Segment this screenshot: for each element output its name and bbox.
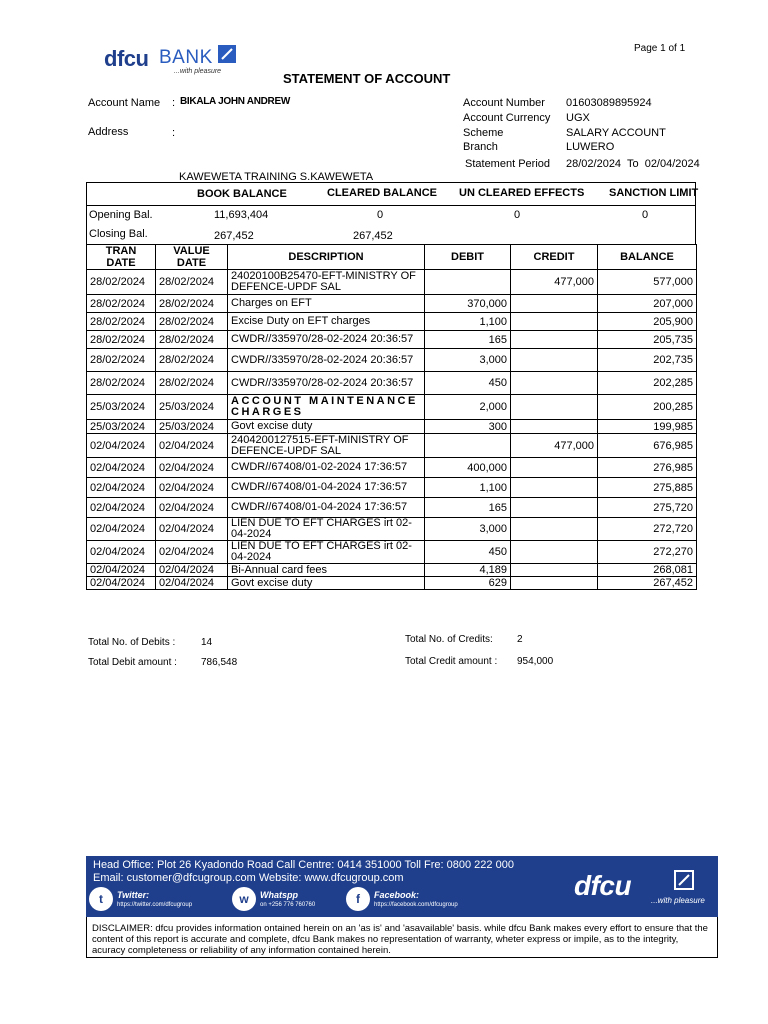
transactions-table — [86, 244, 697, 590]
cell-description: CWDR//67408/01-02-2024 17:36:57 — [228, 458, 425, 478]
cell-debit: 3,000 — [425, 518, 511, 541]
cell-description: 2404200127515-EFT-MINISTRY OF DEFENCE-UPDF SAL — [228, 434, 425, 458]
footer-logo-mark-icon — [674, 870, 694, 890]
address-value: KAWEWETA TRAINING S.KAWEWETA — [179, 171, 374, 183]
twitter-link[interactable] — [89, 887, 229, 913]
account-number-label: Account Number — [463, 97, 545, 109]
twitter-icon: t — [89, 887, 113, 911]
cell-balance: 268,081 — [598, 564, 697, 577]
cell-tran-date: 28/02/2024 — [87, 313, 156, 331]
cell-balance: 199,985 — [598, 420, 697, 434]
cleared-balance-header: CLEARED BALANCE — [327, 187, 437, 199]
cell-balance: 676,985 — [598, 434, 697, 458]
address-label: Address — [88, 126, 129, 138]
col-balance: BALANCE — [598, 245, 697, 270]
col-tran-date: TRAN DATE — [87, 245, 156, 270]
cell-debit: 1,100 — [425, 313, 511, 331]
cell-credit — [511, 498, 598, 518]
cell-credit: 477,000 — [511, 434, 598, 458]
cell-description: Govt excise duty — [228, 577, 425, 590]
cell-balance: 272,270 — [598, 541, 697, 564]
page-title: STATEMENT OF ACCOUNT — [283, 71, 451, 86]
disclaimer: DISCLAIMER: dfcu provides information ontained herein on an 'as is' and 'asavailable' basis. while dfcu Bank makes every effort to ensure that the content of this report is accurate and complete, dfcu Bank makes no representation of warranty, wheter express or impile, as to the integrity, acuracy completeness or reliability of any information contained herein. — [86, 917, 718, 958]
total-credit-amount: 954,000 — [517, 656, 554, 667]
scheme-value: SALARY ACCOUNT — [566, 127, 666, 139]
logo-tagline: ...with pleasure — [174, 68, 222, 75]
cell-debit: 300 — [425, 420, 511, 434]
sanction-limit-header: SANCTION LIMIT — [609, 187, 699, 199]
cell-debit — [425, 270, 511, 295]
facebook-link[interactable] — [346, 887, 486, 913]
cell-debit: 450 — [425, 541, 511, 564]
cell-tran-date: 02/04/2024 — [87, 518, 156, 541]
cell-value-date: 02/04/2024 — [156, 564, 228, 577]
cell-tran-date: 25/03/2024 — [87, 395, 156, 420]
cell-value-date: 25/03/2024 — [156, 395, 228, 420]
uncleared-effects-header: UN CLEARED EFFECTS — [459, 187, 585, 199]
cell-credit — [511, 541, 598, 564]
page-number: Page 1 of 1 — [634, 43, 686, 54]
cell-credit — [511, 564, 598, 577]
footer-logo: dfcu — [574, 870, 632, 901]
branch-value: LUWERO — [566, 141, 615, 153]
cell-balance: 276,985 — [598, 458, 697, 478]
account-name-sep: : — [172, 97, 176, 109]
cell-value-date: 02/04/2024 — [156, 434, 228, 458]
cell-credit — [511, 458, 598, 478]
cell-credit — [511, 295, 598, 313]
facebook-label: Facebook: — [374, 890, 420, 900]
cell-description: 24020100B25470-EFT-MINISTRY OF DEFENCE-UPDF SAL — [228, 270, 425, 295]
total-debits-count: 14 — [201, 637, 213, 648]
table-row — [87, 541, 697, 564]
table-row — [87, 313, 697, 331]
closing-bal-label: Closing Bal. — [89, 228, 148, 240]
cell-balance: 207,000 — [598, 295, 697, 313]
cell-tran-date: 28/02/2024 — [87, 372, 156, 395]
whatsapp-label: Whatspp — [260, 890, 298, 900]
table-row — [87, 434, 697, 458]
cell-description: Bi-Annual card fees — [228, 564, 425, 577]
total-debits-count-label: Total No. of Debits : — [88, 637, 176, 648]
table-row — [87, 478, 697, 498]
footer-contact: Email: customer@dfcugroup.com Website: www.dfcugroup.com — [93, 872, 404, 884]
cell-balance: 202,285 — [598, 372, 697, 395]
dfcu-bank-logo — [104, 44, 244, 78]
cell-tran-date: 28/02/2024 — [87, 331, 156, 349]
closing-cleared-balance: 267,452 — [353, 230, 393, 242]
cell-tran-date: 02/04/2024 — [87, 541, 156, 564]
cell-balance: 200,285 — [598, 395, 697, 420]
account-number-value: 01603089895924 — [566, 97, 652, 109]
cell-description: Govt excise duty — [228, 420, 425, 434]
cell-value-date: 28/02/2024 — [156, 295, 228, 313]
cell-value-date: 25/03/2024 — [156, 420, 228, 434]
cell-tran-date: 02/04/2024 — [87, 498, 156, 518]
cell-debit: 629 — [425, 577, 511, 590]
cell-tran-date: 28/02/2024 — [87, 295, 156, 313]
cell-balance: 577,000 — [598, 270, 697, 295]
cell-description: CWDR//335970/28-02-2024 20:36:57 — [228, 331, 425, 349]
whatsapp-link[interactable] — [232, 887, 352, 913]
cell-description: CWDR//67408/01-04-2024 17:36:57 — [228, 478, 425, 498]
cell-value-date: 28/02/2024 — [156, 270, 228, 295]
cell-value-date: 28/02/2024 — [156, 372, 228, 395]
cell-value-date: 02/04/2024 — [156, 541, 228, 564]
cell-balance: 272,720 — [598, 518, 697, 541]
cell-tran-date: 02/04/2024 — [87, 577, 156, 590]
cell-description: ACCOUNT MAINTENANCE CHARGES — [228, 395, 425, 420]
scheme-label: Scheme — [463, 127, 504, 139]
cell-tran-date: 02/04/2024 — [87, 458, 156, 478]
cell-debit: 165 — [425, 331, 511, 349]
facebook-handle: https://facebook.com/dfcugroup — [374, 902, 458, 908]
total-debit-amount: 786,548 — [201, 657, 238, 668]
table-row — [87, 518, 697, 541]
cell-debit: 4,189 — [425, 564, 511, 577]
table-row — [87, 295, 697, 313]
cell-description: Charges on EFT — [228, 295, 425, 313]
opening-cleared-balance: 0 — [377, 209, 384, 221]
cell-debit: 3,000 — [425, 349, 511, 372]
table-row — [87, 372, 697, 395]
cell-tran-date: 02/04/2024 — [87, 478, 156, 498]
footer-banner — [86, 856, 718, 917]
opening-uncleared-effects: 0 — [514, 209, 521, 221]
cell-debit: 165 — [425, 498, 511, 518]
cell-value-date: 28/02/2024 — [156, 349, 228, 372]
cell-credit — [511, 372, 598, 395]
cell-credit — [511, 349, 598, 372]
whatsapp-handle: on +256 776 760760 — [260, 902, 316, 908]
cell-balance: 205,900 — [598, 313, 697, 331]
cell-description: CWDR//335970/28-02-2024 20:36:57 — [228, 349, 425, 372]
account-name-label: Account Name — [88, 97, 161, 109]
cell-value-date: 28/02/2024 — [156, 331, 228, 349]
cell-credit — [511, 313, 598, 331]
cell-credit — [511, 420, 598, 434]
cell-credit: 477,000 — [511, 270, 598, 295]
cell-tran-date: 28/02/2024 — [87, 270, 156, 295]
logo-mark-icon — [218, 45, 236, 63]
branch-label: Branch — [463, 141, 498, 153]
cell-tran-date: 02/04/2024 — [87, 434, 156, 458]
cell-description: Excise Duty on EFT charges — [228, 313, 425, 331]
cell-value-date: 02/04/2024 — [156, 458, 228, 478]
cell-balance: 275,885 — [598, 478, 697, 498]
cell-debit: 2,000 — [425, 395, 511, 420]
table-row — [87, 395, 697, 420]
col-description: DESCRIPTION — [228, 245, 425, 270]
table-row — [87, 420, 697, 434]
cell-balance: 205,735 — [598, 331, 697, 349]
table-row — [87, 498, 697, 518]
cell-credit — [511, 395, 598, 420]
whatsapp-icon: w — [232, 887, 256, 911]
statement-period-label: Statement Period — [465, 158, 550, 170]
table-row — [87, 270, 697, 295]
cell-debit: 450 — [425, 372, 511, 395]
cell-value-date: 02/04/2024 — [156, 577, 228, 590]
cell-debit — [425, 434, 511, 458]
cell-tran-date: 28/02/2024 — [87, 349, 156, 372]
cell-tran-date: 02/04/2024 — [87, 564, 156, 577]
cell-description: CWDR//67408/01-04-2024 17:36:57 — [228, 498, 425, 518]
cell-debit: 400,000 — [425, 458, 511, 478]
cell-description: LIEN DUE TO EFT CHARGES irt 02-04-2024 — [228, 541, 425, 564]
footer-logo-tagline: ...with pleasure — [651, 896, 705, 905]
logo-bank: BANK — [159, 47, 213, 68]
cell-credit — [511, 478, 598, 498]
table-row — [87, 577, 697, 590]
cell-credit — [511, 577, 598, 590]
cell-value-date: 02/04/2024 — [156, 518, 228, 541]
table-row — [87, 349, 697, 372]
account-name-value: BIKALA JOHN ANDREW — [180, 96, 290, 107]
col-credit: CREDIT — [511, 245, 598, 270]
cell-credit — [511, 331, 598, 349]
cell-description: LIEN DUE TO EFT CHARGES irt 02-04-2024 — [228, 518, 425, 541]
col-value-date: VALUE DATE — [156, 245, 228, 270]
total-credit-amount-label: Total Credit amount : — [405, 656, 498, 667]
cell-value-date: 02/04/2024 — [156, 478, 228, 498]
table-header-row — [87, 245, 697, 270]
cell-credit — [511, 518, 598, 541]
table-row — [87, 458, 697, 478]
table-row — [87, 331, 697, 349]
cell-description: CWDR//335970/28-02-2024 20:36:57 — [228, 372, 425, 395]
account-currency-value: UGX — [566, 112, 590, 124]
twitter-handle: https://twitter.com/dfcugroup — [117, 902, 193, 908]
cell-debit: 370,000 — [425, 295, 511, 313]
cell-value-date: 02/04/2024 — [156, 498, 228, 518]
cell-debit: 1,100 — [425, 478, 511, 498]
account-currency-label: Account Currency — [463, 112, 551, 124]
facebook-icon: f — [346, 887, 370, 911]
footer-head-office: Head Office: Plot 26 Kyadondo Road Call Centre: 0414 351000 Toll Fre: 0800 222 000 — [93, 859, 514, 871]
opening-book-balance: 11,693,404 — [214, 209, 269, 221]
cell-balance: 267,452 — [598, 577, 697, 590]
opening-bal-label: Opening Bal. — [89, 209, 153, 221]
cell-value-date: 28/02/2024 — [156, 313, 228, 331]
opening-sanction-limit: 0 — [642, 209, 649, 221]
book-balance-header: BOOK BALANCE — [197, 188, 287, 200]
total-credits-count-label: Total No. of Credits: — [405, 634, 493, 645]
table-row — [87, 564, 697, 577]
cell-tran-date: 25/03/2024 — [87, 420, 156, 434]
total-debit-amount-label: Total Debit amount : — [88, 657, 177, 668]
statement-period-value: 28/02/2024 To 02/04/2024 — [566, 158, 700, 170]
cell-balance: 202,735 — [598, 349, 697, 372]
col-debit: DEBIT — [425, 245, 511, 270]
total-credits-count: 2 — [517, 634, 523, 645]
closing-book-balance: 267,452 — [214, 230, 254, 242]
twitter-label: Twitter: — [117, 890, 150, 900]
logo-brand: dfcu — [104, 46, 149, 71]
address-sep: : — [172, 127, 176, 139]
balances-divider — [86, 205, 696, 206]
cell-balance: 275,720 — [598, 498, 697, 518]
